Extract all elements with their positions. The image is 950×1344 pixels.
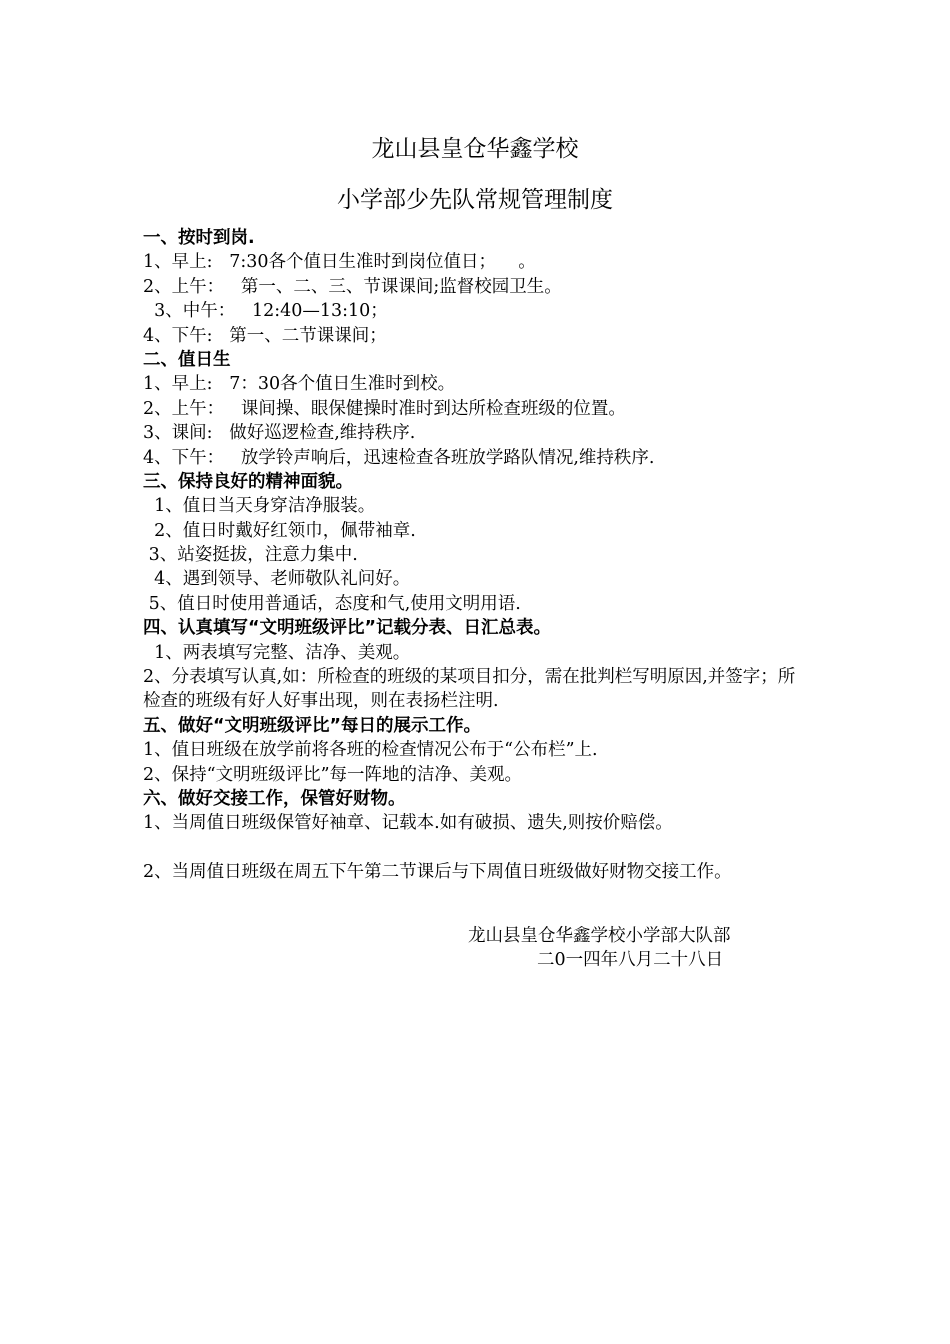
section-1-item-3: 3、中午： 12:40—13:10；: [143, 301, 388, 322]
section-6-item-2: 2、当周值日班级在周五下午第二节课后与下周值日班级做好财物交接工作。: [143, 862, 732, 883]
document-body: [143, 226, 833, 885]
section-6-heading: 六、做好交接工作，保管好财物。: [143, 789, 406, 810]
signature-date: 二0一四年八月二十八日: [537, 950, 724, 970]
section-2-item-1: 1、早上: 7：30各个值日生准时到校。: [143, 374, 456, 395]
section-2-item-4: 4、下午： 放学铃声响后，迅速检查各班放学路队情况,维持秩序.: [143, 447, 655, 468]
section-4-item-1: 1、两表填写完整、洁净、美观。: [143, 642, 411, 663]
section-4-item-2: 2、分表填写认真,如：所检查的班级的某项目扣分，需在批判栏写明原因,并签字；所检查的班级有好人好事出现，则在表扬栏注明.: [143, 667, 796, 712]
section-3-item-4: 4、遇到领导、老师敬队礼问好。: [143, 569, 411, 590]
section-5-heading: 五、做好“文明班级评比”每日的展示工作。: [143, 715, 482, 736]
section-1-item-4: 4、下午: 第一、二节课课间；: [143, 325, 387, 346]
section-5-item-1: 1、值日班级在放学前将各班的检查情况公布于“公布栏”上.: [143, 740, 598, 761]
section-1-item-1: 1、早上: 7:30各个值日生准时到岗位值日； 。: [143, 252, 536, 273]
document-subtitle: 小学部少先队常规管理制度: [337, 187, 613, 213]
section-3-item-3: 3、站姿挺拔，注意力集中.: [143, 545, 358, 566]
section-2-item-2: 2、上午： 课间操、眼保健操时准时到达所检查班级的位置。: [143, 398, 626, 419]
section-3-heading: 三、保持良好的精神面貌。: [143, 471, 353, 492]
section-3-item-5: 5、值日时使用普通话，态度和气,使用文明用语.: [143, 593, 521, 614]
signature-organization: 龙山县皇仓华鑫学校小学部大队部: [468, 926, 731, 946]
document-title: 龙山县皇仓华鑫学校: [371, 136, 579, 162]
section-3-item-2: 2、值日时戴好红领巾，佩带袖章.: [143, 520, 416, 541]
section-6-item-1: 1、当周值日班级保管好袖章、记载本.如有破损、遗失,则按价赔偿。: [143, 813, 673, 834]
section-1-item-2: 2、上午： 第一、二、三、节课课间;监督校园卫生。: [143, 276, 562, 297]
section-4-heading: 四、认真填写“文明班级评比”记载分表、日汇总表。: [143, 618, 552, 639]
section-1-heading: 一、按时到岗.: [143, 228, 255, 248]
section-2-item-3: 3、课间: 做好巡逻检查,维持秩序.: [143, 423, 416, 444]
section-3-item-1: 1、值日当天身穿洁净服装。: [143, 496, 376, 517]
section-5-item-2: 2、保持“文明班级评比”每一阵地的洁净、美观。: [143, 764, 523, 785]
blank-line: [143, 836, 833, 860]
section-2-heading: 二、值日生: [143, 349, 231, 370]
